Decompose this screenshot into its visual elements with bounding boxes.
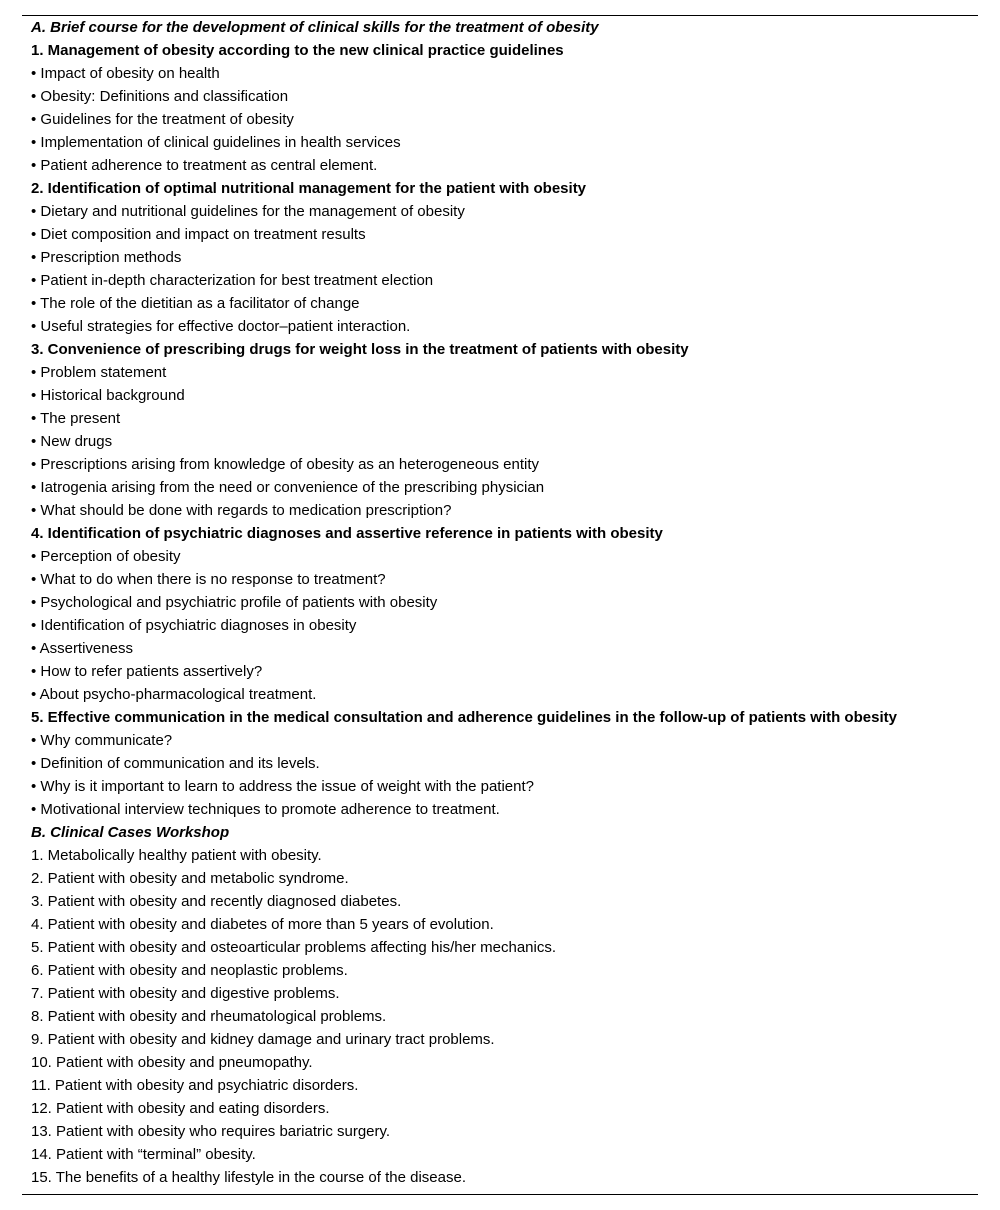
clinical-case-item: 1. Metabolically healthy patient with obesity. bbox=[31, 847, 322, 864]
clinical-case-item: 10. Patient with obesity and pneumopathy. bbox=[31, 1054, 313, 1071]
topic-group bbox=[31, 177, 976, 338]
section-a bbox=[31, 16, 976, 821]
clinical-case-item: 4. Patient with obesity and diabetes of more than 5 years of evolution. bbox=[31, 916, 494, 933]
topic-title: 4. Identification of psychiatric diagnoses and assertive reference in patients with obesity bbox=[31, 525, 663, 542]
section-a-title: A. Brief course for the development of clinical skills for the treatment of obesity bbox=[31, 19, 599, 36]
topic-title: 2. Identification of optimal nutritional management for the patient with obesity bbox=[31, 180, 587, 197]
topic-bullet-item: • Historical background bbox=[31, 387, 185, 404]
topic-bullet-item: • How to refer patients assertively? bbox=[31, 663, 263, 680]
topic-bullet-item: • Useful strategies for effective doctor–patient interaction. bbox=[31, 318, 411, 335]
clinical-case-item: 15. The benefits of a healthy lifestyle in the course of the disease. bbox=[31, 1169, 466, 1186]
topic-bullet-item: • Perception of obesity bbox=[31, 548, 181, 565]
topic-bullet-item: • What to do when there is no response to treatment? bbox=[31, 571, 386, 588]
clinical-case-item: 3. Patient with obesity and recently diagnosed diabetes. bbox=[31, 893, 402, 910]
topic-bullet-item: • Diet composition and impact on treatment results bbox=[31, 226, 366, 243]
clinical-case-item: 6. Patient with obesity and neoplastic problems. bbox=[31, 962, 348, 979]
course-content-table bbox=[31, 16, 976, 1189]
topic-group bbox=[31, 522, 976, 706]
clinical-case-item: 14. Patient with “terminal” obesity. bbox=[31, 1146, 256, 1163]
topic-bullet-item: • Identification of psychiatric diagnoses in obesity bbox=[31, 617, 357, 634]
clinical-case-item: 8. Patient with obesity and rheumatological problems. bbox=[31, 1008, 387, 1025]
topic-title: 5. Effective communication in the medical consultation and adherence guidelines in the follow-up of patients with obesity bbox=[31, 709, 897, 726]
topic-bullet-item: • Dietary and nutritional guidelines for the management of obesity bbox=[31, 203, 465, 220]
clinical-cases-list bbox=[31, 844, 976, 1189]
topic-bullet-item: • Psychological and psychiatric profile of patients with obesity bbox=[31, 594, 438, 611]
topic-bullet-item: • The present bbox=[31, 410, 121, 427]
clinical-case-item: 13. Patient with obesity who requires bariatric surgery. bbox=[31, 1123, 391, 1140]
topic-bullet-item: • Patient in-depth characterization for best treatment election bbox=[31, 272, 434, 289]
topic-bullet-item: • Assertiveness bbox=[31, 640, 133, 657]
section-b-title: B. Clinical Cases Workshop bbox=[31, 824, 230, 841]
clinical-case-item: 12. Patient with obesity and eating disorders. bbox=[31, 1100, 330, 1117]
topic-bullet-item: • Prescription methods bbox=[31, 249, 182, 266]
clinical-case-item: 9. Patient with obesity and kidney damage and urinary tract problems. bbox=[31, 1031, 495, 1048]
topic-title: 3. Convenience of prescribing drugs for weight loss in the treatment of patients with obesity bbox=[31, 341, 689, 358]
topic-bullet-item: • Why communicate? bbox=[31, 732, 173, 749]
topic-bullet-item: • What should be done with regards to medication prescription? bbox=[31, 502, 452, 519]
section-b bbox=[31, 821, 976, 1189]
clinical-case-item: 2. Patient with obesity and metabolic syndrome. bbox=[31, 870, 349, 887]
topic-group bbox=[31, 338, 976, 522]
topic-bullet-item: • The role of the dietitian as a facilitator of change bbox=[31, 295, 360, 312]
topic-bullet-item: • Definition of communication and its levels. bbox=[31, 755, 320, 772]
topic-bullet-item: • About psycho-pharmacological treatment. bbox=[31, 686, 317, 703]
clinical-case-item: 7. Patient with obesity and digestive problems. bbox=[31, 985, 340, 1002]
topic-bullet-item: • Prescriptions arising from knowledge of obesity as an heterogeneous entity bbox=[31, 456, 540, 473]
topic-bullet-item: • Implementation of clinical guidelines in health services bbox=[31, 134, 401, 151]
clinical-case-item: 5. Patient with obesity and osteoarticular problems affecting his/her mechanics. bbox=[31, 939, 556, 956]
topic-bullet-item: • Why is it important to learn to address the issue of weight with the patient? bbox=[31, 778, 535, 795]
topic-bullet-item: • Iatrogenia arising from the need or convenience of the prescribing physician bbox=[31, 479, 545, 496]
section-a-topics bbox=[31, 39, 976, 821]
topic-group bbox=[31, 706, 976, 821]
table-bottom-rule bbox=[22, 1194, 978, 1195]
clinical-case-item: 11. Patient with obesity and psychiatric disorders. bbox=[31, 1077, 359, 1094]
topic-bullet-item: • Guidelines for the treatment of obesity bbox=[31, 111, 294, 128]
topic-bullet-item: • Patient adherence to treatment as central element. bbox=[31, 157, 378, 174]
topic-bullet-item: • Motivational interview techniques to promote adherence to treatment. bbox=[31, 801, 500, 818]
topic-group bbox=[31, 39, 976, 177]
topic-bullet-item: • Obesity: Definitions and classification bbox=[31, 88, 289, 105]
topic-bullet-item: • Impact of obesity on health bbox=[31, 65, 220, 82]
topic-bullet-item: • Problem statement bbox=[31, 364, 167, 381]
topic-bullet-item: • New drugs bbox=[31, 433, 113, 450]
topic-title: 1. Management of obesity according to the new clinical practice guidelines bbox=[31, 42, 564, 59]
